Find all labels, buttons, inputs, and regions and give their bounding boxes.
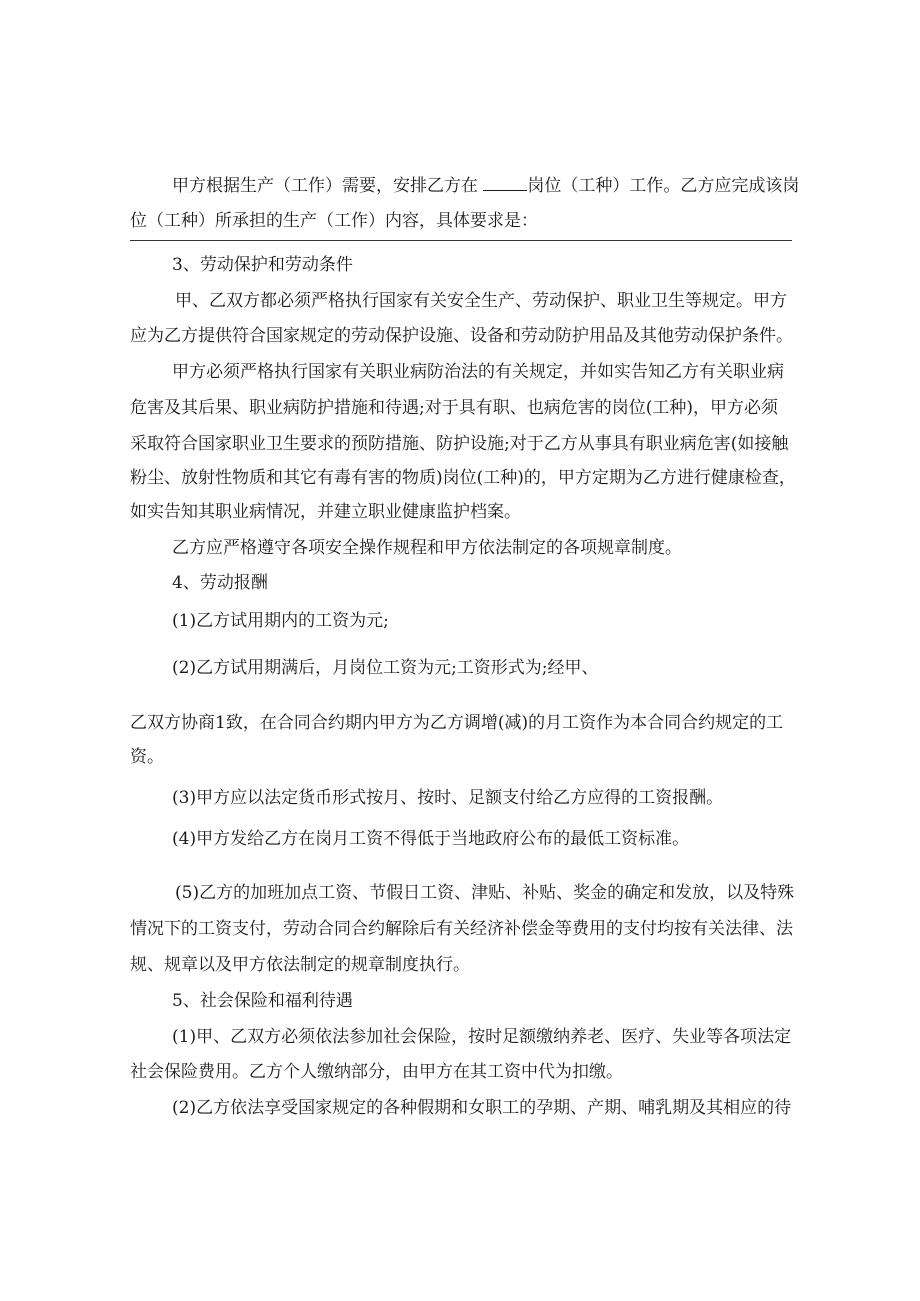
horizontal-rule	[130, 240, 792, 241]
fill-in-blank	[483, 174, 527, 191]
paragraph-occupational-line-2: 危害及其后果、职业病防护措施和待遇;对于具有职、也病危害的岗位(工种)，甲方必须	[130, 398, 778, 418]
paragraph-rules: 乙方应严格遵守各项安全操作规程和甲方依法制定的各项规章制度。	[172, 538, 682, 558]
list-item-insurance-1-line-1: (1)甲、乙双方必须依法参加社会保险，按时足额缴纳养老、医疗、失业等各项法定	[172, 1027, 792, 1047]
list-item-wage-2: (2)乙方试用期满后，月岗位工资为元;工资形式为;经甲、	[172, 658, 599, 678]
text-segment: 岗位（工种）工作。乙方应完成该岗	[527, 176, 800, 196]
list-item-insurance-1-line-2: 社会保险费用。乙方个人缴纳部分，由甲方在其工资中代为扣缴。	[130, 1062, 623, 1082]
section-heading-4: 4、劳动报酬	[172, 573, 268, 593]
text-segment: 甲方根据生产（工作）需要，安排乙方在	[172, 176, 484, 196]
paragraph-occupational-line-4: 粉尘、放射性物质和其它有毒有害的物质)岗位(工种)的，甲方定期为乙方进行健康检查，	[130, 468, 796, 488]
list-item-wage-5-line-1: (5)乙方的加班加点工资、节假日工资、津贴、补贴、奖金的确定和发放，以及特殊	[175, 883, 795, 903]
list-item-wage-5-line-2: 情况下的工资支付，劳动合同合约解除后有关经济补偿金等费用的支付均按有关法律、法	[130, 919, 793, 939]
paragraph-job-line-2: 位（工种）所承担的生产（工作）内容，具体要求是：	[130, 211, 538, 231]
section-heading-5: 5、社会保险和福利待遇	[172, 991, 353, 1011]
paragraph-job-line-1	[172, 174, 837, 198]
paragraph-protection-line-1: 甲、乙双方都必须严格执行国家有关安全生产、劳动保护、职业卫生等规定。甲方	[175, 291, 787, 311]
section-heading-3: 3、劳动保护和劳动条件	[172, 255, 353, 275]
paragraph-occupational-line-5: 如实告知其职业病情况，并建立职业健康监护档案。	[130, 502, 521, 522]
list-item-wage-4: (4)甲方发给乙方在岗月工资不得低于当地政府公布的最低工资标准。	[172, 829, 690, 849]
paragraph-occupational-line-3: 采取符合国家职业卫生要求的预防措施、防护设施;对于乙方从事具有职业病危害(如接触	[130, 434, 789, 454]
paragraph-occupational-line-1: 甲方必须严格执行国家有关职业病防治法的有关规定，并如实告知乙方有关职业病	[172, 362, 784, 382]
list-item-wage-3: (3)甲方应以法定货币形式按月、按时、足额支付给乙方应得的工资报酬。	[172, 788, 724, 808]
list-item-wage-5-line-3: 规、规章以及甲方依法制定的规章制度执行。	[130, 955, 470, 975]
paragraph-wage-continued-line-1: 乙双方协商1致，在合同合约期内甲方为乙方调增(减)的月工资作为本合同合约规定的工	[130, 713, 784, 733]
list-item-wage-1: (1)乙方试用期内的工资为元;	[172, 611, 389, 631]
list-item-insurance-2: (2)乙方依法享受国家规定的各种假期和女职工的孕期、产期、哺乳期及其相应的待	[172, 1098, 792, 1118]
paragraph-protection-line-2: 应为乙方提供符合国家规定的劳动保护设施、设备和劳动防护用品及其他劳动保护条件。	[130, 326, 793, 346]
paragraph-wage-continued-line-2: 资。	[130, 747, 164, 767]
